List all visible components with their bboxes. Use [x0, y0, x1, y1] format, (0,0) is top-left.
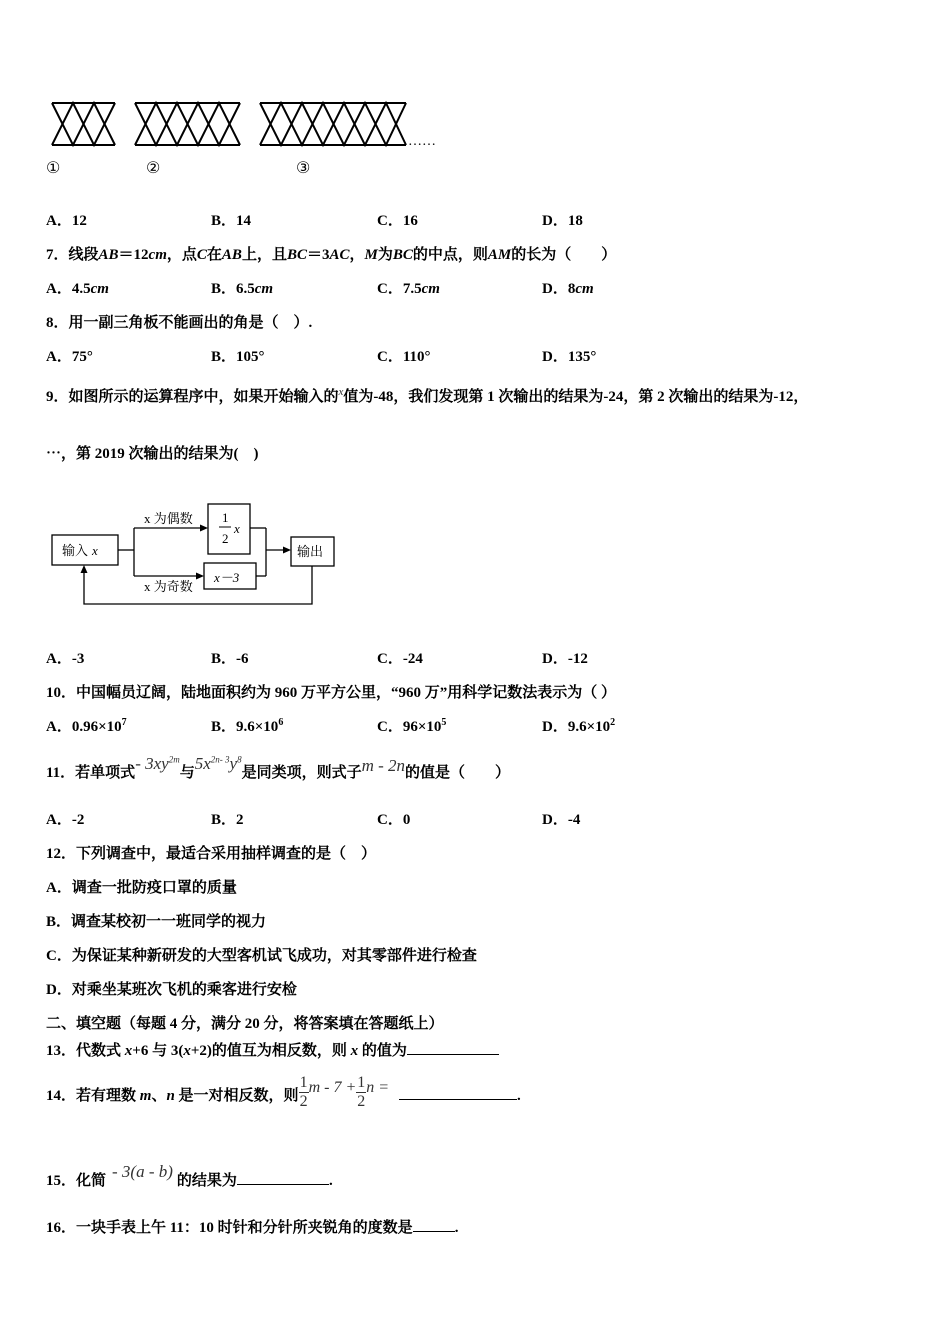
q14-text: 14．若有理数: [46, 1088, 140, 1104]
q11-option-c: C．0: [377, 812, 411, 828]
q13-text: +6 与 3(: [132, 1043, 184, 1059]
q10-option-c: [377, 717, 446, 737]
q7-option-a-unit: cm: [90, 281, 109, 297]
question-12: 12．下列调查中，最适合采用抽样调查的是（ ）: [46, 846, 377, 862]
q12-option-a: A．调查一批防疫口罩的质量: [46, 880, 237, 896]
q10-option-c-base: C．96×10: [377, 719, 442, 735]
q6-option-b: B．14: [211, 213, 252, 229]
q13-answer-blank[interactable]: [407, 1040, 499, 1055]
q7-text: ＝12: [118, 247, 149, 263]
q8-option-a: A．75°: [46, 349, 93, 365]
flow-arrowhead: [200, 525, 208, 532]
pattern-label-2: ②: [146, 160, 161, 177]
q10-option-a: [46, 717, 127, 737]
q11-monomial-2-y: y: [229, 754, 238, 773]
q6-option-a: A．12: [46, 213, 87, 229]
q7-option-d: [542, 279, 594, 299]
q11-monomial-1-base: - 3xy: [135, 754, 169, 773]
q14-expression-end: n =: [366, 1079, 390, 1096]
q13-text: 的值为: [358, 1043, 407, 1059]
q7-option-b-num: B．6.5: [211, 281, 255, 297]
q6-option-d: D．18: [542, 213, 583, 229]
q16-answer-blank[interactable]: [413, 1217, 455, 1232]
q14-fraction-2: [356, 1074, 366, 1111]
q16-text: 16．一块手表上午 11：10 时针和分针所夹锐角的度数是: [46, 1220, 413, 1236]
q11-monomial-2: [195, 754, 242, 773]
pattern-label-3: ③: [296, 160, 311, 177]
flow-arrowhead: [196, 573, 204, 580]
flow-odd-label: x 为奇数: [144, 579, 193, 594]
q9-option-d: D．-12: [542, 651, 588, 667]
q10-option-d: [542, 717, 615, 737]
q9-var-x: x: [338, 386, 344, 398]
q7-option-b: [211, 279, 273, 299]
q7-option-d-unit: cm: [575, 281, 594, 297]
q10-option-b-exp: 6: [278, 717, 284, 728]
q8-option-d: D．135°: [542, 349, 597, 365]
q7-var: AB: [98, 247, 119, 263]
q6-option-c: C．16: [377, 213, 418, 229]
q13-text: 13．代数式: [46, 1043, 125, 1059]
q15-text: 15．化简: [46, 1173, 107, 1189]
q11-option-a: A．-2: [46, 812, 85, 828]
q14-fraction-den: 2: [357, 1093, 366, 1111]
q7-option-d-num: D．8: [542, 281, 576, 297]
q15-period: .: [328, 1173, 333, 1189]
q11-expression: m - 2n: [361, 756, 406, 775]
q7-text: 的长为（ ）: [511, 247, 617, 263]
q7-var: M: [364, 247, 378, 263]
q7-text: ＝3: [306, 247, 330, 263]
q9-text: 9．如图所示的运算程序中，如果开始输入的: [46, 389, 339, 405]
question-13: [46, 1040, 499, 1061]
q14-answer-blank[interactable]: [399, 1085, 517, 1100]
q15-answer-blank[interactable]: [237, 1170, 329, 1185]
q10-option-c-exp: 5: [441, 717, 447, 728]
question-15: [46, 1162, 333, 1196]
question-9-line-2: ⋯，第 2019 次输出的结果为( ): [46, 446, 259, 462]
q14-fraction-num: 1: [357, 1074, 366, 1092]
q7-option-b-unit: cm: [254, 281, 274, 297]
q9-text: 值为-48，我们发现第 1 次输出的结果为-24，第 2 次输出的结果为-12，: [343, 389, 809, 405]
question-8: 8．用一副三角板不能画出的角是（ ）.: [46, 315, 313, 331]
q7-option-c: [377, 279, 440, 299]
q7-text: 为: [377, 247, 393, 263]
q12-option-b: B．调查某校初一一班同学的视力: [46, 914, 267, 930]
q14-var: m: [139, 1088, 152, 1104]
q11-text: 是同类项，则式子: [241, 765, 362, 781]
q13-text: +2)的值互为相反数，则: [190, 1043, 351, 1059]
pattern-2: [135, 103, 240, 145]
q7-var: BC: [392, 247, 413, 263]
q8-option-c: C．110°: [377, 349, 431, 365]
q11-monomial-1: [135, 754, 180, 773]
q11-option-d: D．-4: [542, 812, 581, 828]
q9-option-b: B．-6: [211, 651, 249, 667]
q9-flowchart: [48, 500, 348, 610]
flow-input-label: 输入: [62, 543, 89, 558]
q13-var: x: [350, 1043, 359, 1059]
q9-option-a: A．-3: [46, 651, 85, 667]
q10-option-d-exp: 2: [610, 717, 616, 728]
flow-minus3-label: x－3: [214, 570, 240, 585]
q12-option-d: D．对乘坐某班次飞机的乘客进行安检: [46, 982, 297, 998]
q10-option-d-base: D．9.6×10: [542, 719, 611, 735]
q13-var: x: [183, 1043, 191, 1059]
pattern-ellipsis: ……: [408, 134, 436, 149]
q14-fraction-1: [299, 1074, 309, 1111]
q11-monomial-2-exp2: 8: [237, 754, 242, 765]
q13-var: x: [124, 1043, 133, 1059]
q7-option-a-num: A．4.5: [46, 281, 91, 297]
flow-loop-back: [84, 566, 312, 604]
q11-text: 的值是（ ）: [405, 765, 511, 781]
q10-option-b: [211, 717, 283, 737]
q14-fraction-num: 1: [299, 1074, 308, 1092]
section-2-heading: 二、填空题（每题 4 分，满分 20 分，将答案填在答题纸上）: [46, 1016, 444, 1032]
q7-unit: cm: [148, 247, 167, 263]
q15-expression: - 3(a - b): [112, 1162, 173, 1181]
q14-var: n: [166, 1088, 175, 1104]
q7-text: ，点: [166, 247, 197, 263]
q11-option-b: B．2: [211, 812, 244, 828]
q7-text: 的中点，则: [412, 247, 488, 263]
q11-text: 11．若单项式: [46, 765, 136, 781]
pattern-3: [260, 103, 406, 145]
q15-text: 的结果为: [176, 1173, 237, 1189]
q7-var: BC: [286, 247, 307, 263]
q9-option-c: C．-24: [377, 651, 423, 667]
q11-monomial-2-x: 5x: [194, 754, 211, 773]
q10-option-b-base: B．9.6×10: [211, 719, 279, 735]
question-14: [46, 1076, 521, 1116]
q16-period: .: [454, 1220, 459, 1236]
q11-text: 与: [179, 765, 195, 781]
question-10: 10．中国幅员辽阔，陆地面积约为 960 万平方公里，“960 万”用科学记数法表示为（ ）: [46, 685, 617, 701]
pattern-label-1: ①: [46, 160, 61, 177]
flow-half-box: [208, 504, 250, 554]
flow-half-den: 2: [222, 531, 229, 546]
q10-option-a-base: A．0.96×10: [46, 719, 122, 735]
q7-var: AM: [487, 247, 512, 263]
q14-text: 、: [151, 1088, 167, 1104]
question-7: [46, 245, 616, 265]
flow-output-label: 输出: [297, 544, 324, 559]
question-16: [46, 1217, 458, 1238]
flow-arrowhead: [283, 547, 291, 554]
q14-expression: m - 7 +: [308, 1079, 357, 1096]
q7-option-c-num: C．7.5: [377, 281, 422, 297]
q7-var: AC: [329, 247, 350, 263]
q11-monomial-1-exp: 2m: [168, 754, 180, 765]
q7-option-a: [46, 279, 109, 299]
q7-var: C: [196, 247, 207, 263]
flow-even-label: x 为偶数: [144, 511, 193, 526]
q14-text: 是一对相反数，则: [174, 1088, 299, 1104]
question-9: [46, 382, 808, 407]
q7-text: 在: [206, 247, 222, 263]
flow-half-num: 1: [222, 510, 229, 525]
q7-option-c-unit: cm: [421, 281, 440, 297]
flow-input-var: x: [92, 543, 98, 558]
q7-text: 7．线段: [46, 247, 99, 263]
flow-arrowhead: [81, 565, 88, 573]
q14-period: .: [517, 1088, 521, 1104]
q7-text: 上，且: [241, 247, 287, 263]
q11-monomial-2-exp1: 2n- 3: [210, 754, 230, 765]
pattern-1: [52, 103, 115, 145]
q7-text: ，: [349, 247, 365, 263]
q10-option-a-exp: 7: [121, 717, 127, 728]
pattern-figure: [40, 95, 460, 185]
q14-fraction-den: 2: [299, 1093, 308, 1111]
q7-var: AB: [221, 247, 242, 263]
q12-option-c: C．为保证某种新研发的大型客机试飞成功，对其零部件进行检查: [46, 948, 477, 964]
question-11: [46, 754, 511, 783]
q8-option-b: B．105°: [211, 349, 265, 365]
flow-half-var: x: [234, 521, 240, 536]
